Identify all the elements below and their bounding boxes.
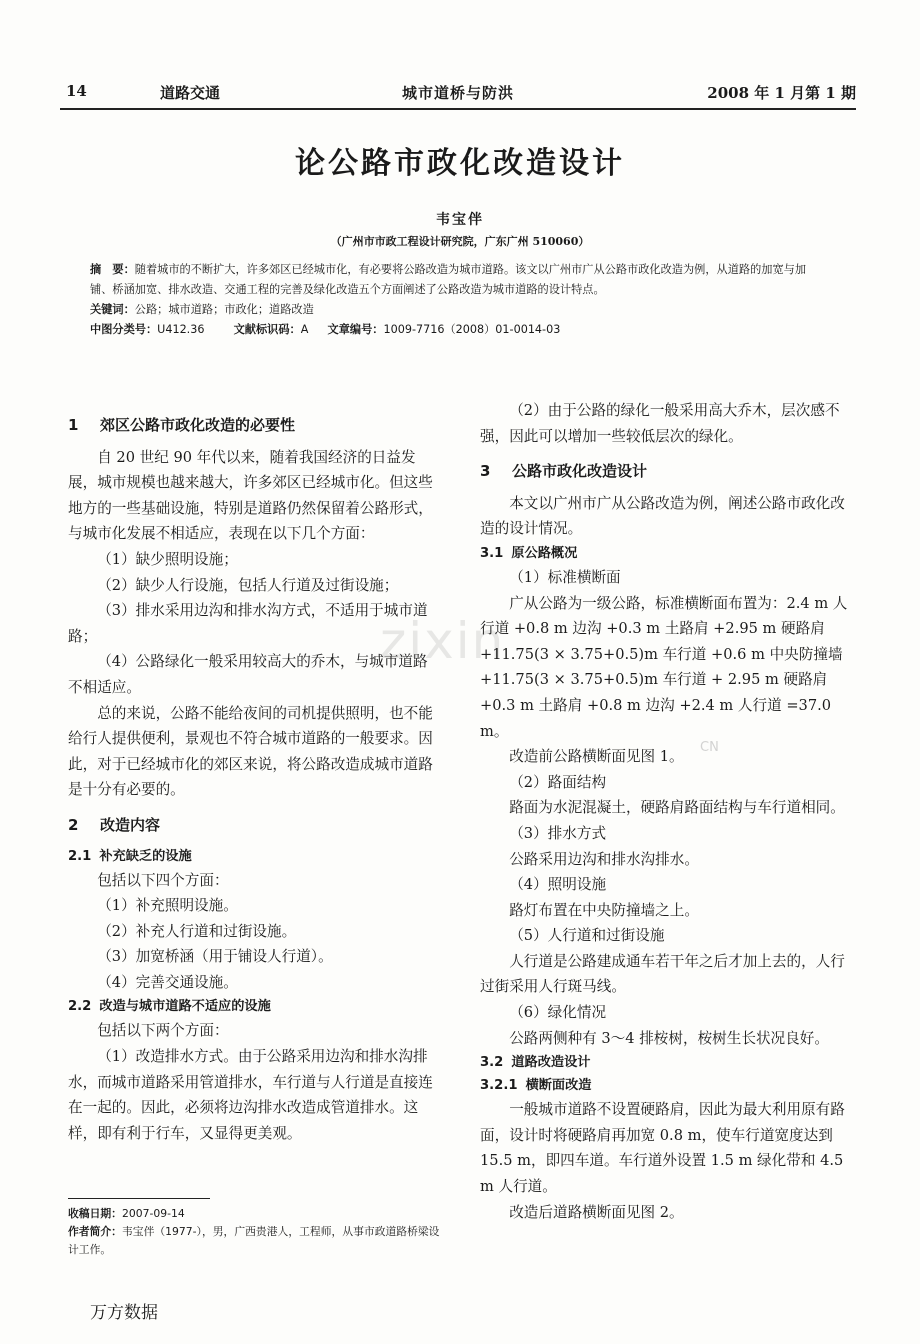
section-number: 2 [68,815,79,834]
item-heading: （5）人行道和过街设施 [509,927,665,945]
running-header [60,82,856,106]
footnote-rule [68,1198,210,1199]
subsection-title: 改造与城市道路不适应的设施 [99,999,271,1015]
subsection-number: 3.2 [480,1055,504,1071]
paragraph: 公路采用边沟和排水沟排水。 [509,850,699,868]
list-item: （1）缺少照明设施； [97,550,238,568]
section-heading [68,413,442,439]
list-item: （2）补充人行道和过街设施。 [97,922,297,940]
section-title: 改造内容 [100,815,161,834]
subsection-number: 2.2 [68,999,92,1015]
paragraph: 改造后道路横断面见图 2。 [509,1203,684,1221]
paragraph: 一般城市道路不设置硬路肩，因此为最大利用原有路面，设计时将硬路肩再加宽 0.8 m，使车行道宽度达到 15.5 m，即四车道。车行道外设置 1.5 m 绿化带和 4.5 m 人行道。 [480,1101,845,1196]
abstract-block [90,260,810,340]
list-item: （1）补充照明设施。 [97,897,238,915]
subsection-title: 补充缺乏的设施 [99,848,192,864]
subsection-title: 原公路概况 [511,545,578,561]
paragraph: 包括以下两个方面： [97,1022,229,1040]
list-item: （1）改造排水方式。由于公路采用边沟和排水沟排水，而城市道路采用管道排水，车行道与人行道是直接连在一起的。因此，必须将边沟排水改造成管道排水。这样，即有利于行车，又显得更美观。 [68,1048,433,1142]
paragraph: 本文以广州市广从公路改造为例，阐述公路市政化改造的设计情况。 [480,494,845,538]
left-column [68,405,442,1146]
classification-value: U412.36 [157,323,205,336]
subsection-heading [480,1051,854,1074]
keywords-text: 公路；城市道路；市政化；道路改造 [134,303,314,316]
paragraph: 路面为水泥混凝土，硬路肩路面结构与车行道相同。 [509,799,845,817]
subsubsection-number: 3.2.1 [480,1078,518,1094]
subsection-number: 2.1 [68,848,92,864]
abstract-text: 随着城市的不断扩大，许多郊区已经城市化，有必要将公路改造为城市道路。该文以广州市广从公路市政化改造为例，从道路的加宽与加铺、桥涵加宽、排水改造、交通工程的完善及绿化改造五个方面阐述了公路改造为城市道路的设计特点。 [90,263,807,296]
section-heading [68,813,442,839]
subsubsection-title: 横断面改造 [525,1078,592,1094]
article-author: 韦宝伴 [436,212,484,228]
section-title: 郊区公路市政化改造的必要性 [100,416,296,434]
paragraph: 人行道是公路建成通车若干年之后才加上去的，人行过街采用人行斑马线。 [480,952,845,996]
watermark-small: CN [700,740,719,755]
classification-label: 中图分类号： [90,323,158,336]
section-number: 1 [68,416,79,434]
section-name: 道路交通 [160,84,221,102]
subsection-number: 3.1 [480,545,504,561]
paragraph: 路灯布置在中央防撞墙之上。 [509,901,699,919]
subsection-heading [480,542,854,565]
issue-date: 2008 年 1 月第 1 期 [707,84,856,102]
list-item: （3）加宽桥涵（用于铺设人行道）。 [97,948,333,966]
subsubsection-heading [480,1074,854,1097]
keywords-label: 关键词： [90,303,135,316]
list-item: （3）排水采用边沟和排水沟方式，不适用于城市道路； [68,602,428,645]
author-bio-label: 作者简介： [68,1225,122,1238]
keywords [90,300,810,320]
header-rule [60,108,856,110]
list-item: （2）由于公路的绿化一般采用高大乔木，层次感不强，因此可以增加一些较低层次的绿化。 [480,402,840,445]
subsection-heading [68,995,442,1018]
list-item: （4）公路绿化一般采用较高大的乔木，与城市道路不相适应。 [68,653,428,696]
received-date [68,1205,448,1223]
paragraph: 改造前公路横断面见图 1。 [509,748,684,766]
subsection-title: 道路改造设计 [511,1055,591,1071]
watermark: zixin [380,612,506,670]
article-title: 论公路市政化改造设计 [295,146,625,181]
item-heading: （6）绿化情况 [509,1004,607,1022]
article-no-label: 文章编号： [327,323,384,336]
right-column [480,398,854,1225]
abstract [90,260,810,300]
subsection-heading [68,845,442,868]
footnotes [68,1198,448,1259]
paragraph: 自 20 世纪 90 年代以来，随着我国经济的日益发展，城市规模也越来越大，许多郊区已经城市化。但这些地方的一些基础设施，特别是道路仍然保留着公路形式，与城市化发展不相适应，表现在以下几个方面： [68,448,433,543]
list-item: （2）缺少人行设施，包括人行道及过街设施； [97,576,399,594]
item-heading: （3）排水方式 [509,824,607,842]
author-affiliation: （广州市市政工程设计研究院，广东广州 510060） [330,235,590,248]
doc-code-value: A [300,323,309,336]
section-heading [480,459,854,485]
list-item: （4）完善交通设施。 [97,973,238,991]
classification-line [90,320,810,340]
author-bio-text: 韦宝伴（1977-），男，广西贵港人，工程师，从事市政道路桥梁设计工作。 [68,1225,440,1256]
item-heading: （1）标准横断面 [509,568,621,586]
article-no-value: 1009-7716（2008）01-0014-03 [383,323,561,336]
received-value: 2007-09-14 [121,1207,185,1220]
item-heading: （2）路面结构 [509,773,607,791]
page-number: 14 [66,82,87,100]
journal-name: 城市道桥与防洪 [401,84,514,102]
author-bio [68,1223,448,1259]
footer-source: 万方数据 [90,1303,158,1323]
abstract-label: 摘 要： [90,263,135,276]
section-number: 3 [480,462,491,481]
paragraph: 总的来说，公路不能给夜间的司机提供照明，也不能给行人提供便利，景观也不符合城市道路的一般要求。因此，对于已经城市化的郊区来说，将公路改造成城市道路是十分有必要的。 [68,704,433,799]
received-label: 收稿日期： [68,1207,122,1220]
paragraph: 广从公路为一级公路，标准横断面布置为：2.4 m 人行道 +0.8 m 边沟 +0.3 m 土路肩 +2.95 m 硬路肩 +11.75(3 × 3.75+0.5)m 车行道 +0.6 m 中央防撞墙 +11.75(3 × 3.75+0.5)m 车行道 + 2.95 m 硬路肩 +0.3 m 土路肩 +0.8 m 边沟 +2.4 m 人行道 =37.0 m。 [480,594,848,740]
paragraph: 公路两侧种有 3～4 排桉树，桉树生长状况良好。 [509,1029,829,1047]
paragraph: 包括以下四个方面： [97,871,229,889]
item-heading: （4）照明设施 [509,876,607,894]
doc-code-label: 文献标识码： [233,323,301,336]
section-title: 公路市政化改造设计 [512,462,648,481]
